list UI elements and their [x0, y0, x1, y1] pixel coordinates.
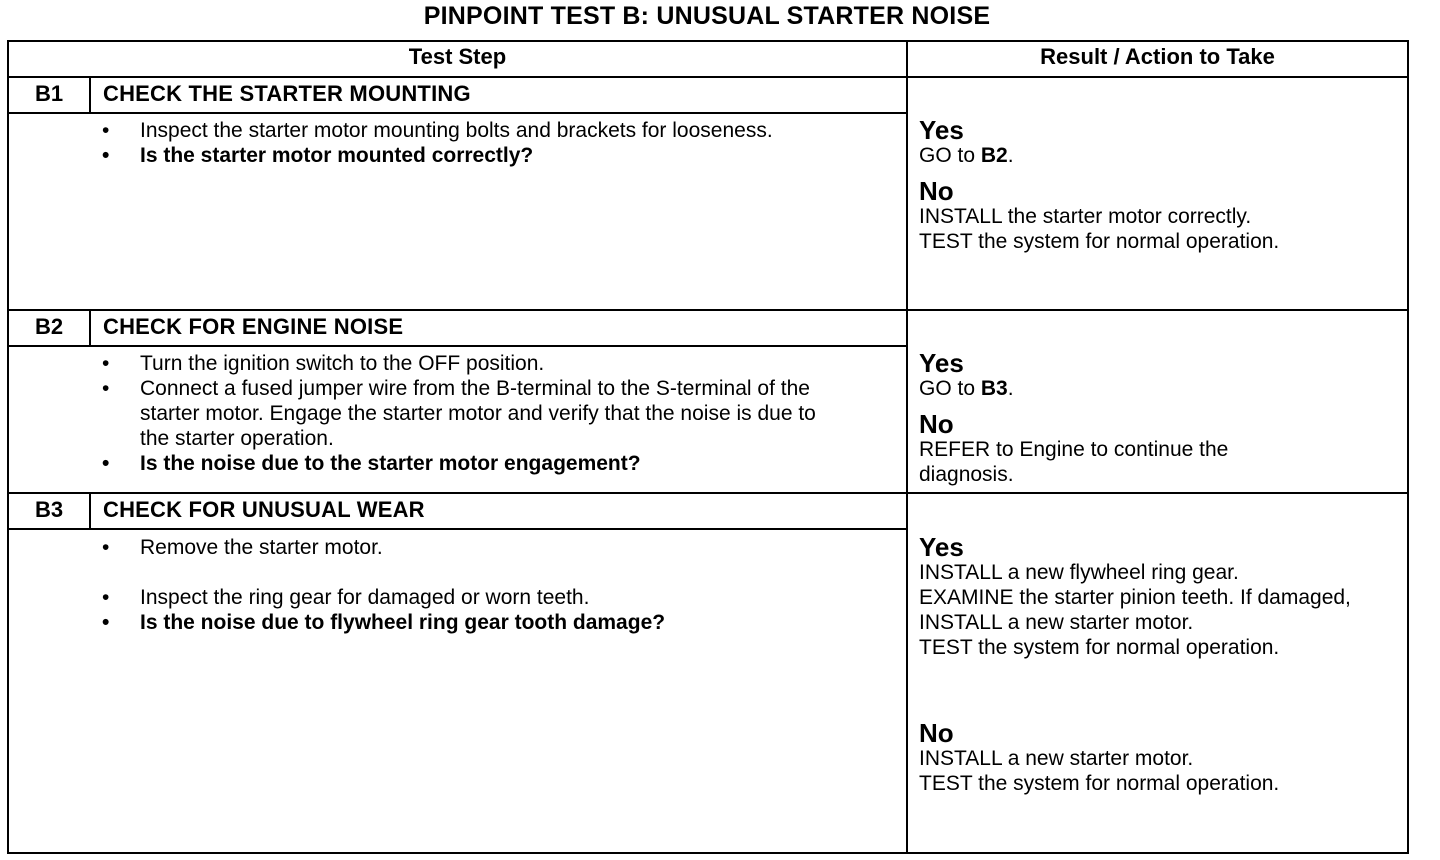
- no-label: No: [919, 176, 954, 206]
- yes-action: EXAMINE the starter pinion teeth. If damaged, INSTALL a new starter motor.: [919, 586, 1351, 634]
- step-title: CHECK THE STARTER MOUNTING: [103, 81, 471, 106]
- instruction-item: • Connect a fused jumper wire from the B-terminal to the S-terminal of the starter motor. Engage the starter motor and verify that the noise is due to the starter operation.: [102, 376, 840, 451]
- instruction-question: • Is the noise due to flywheel ring gear tooth damage?: [102, 610, 892, 635]
- step-id-divider: [89, 76, 91, 112]
- step-divider: [7, 309, 1409, 311]
- no-action: TEST the system for normal operation.: [919, 230, 1280, 253]
- header-test-step: Test Step: [408, 44, 507, 69]
- step-id: B3: [34, 497, 64, 522]
- step-result: [919, 534, 1399, 796]
- instruction-item: • Inspect the starter motor mounting bolts and brackets for looseness.: [102, 118, 800, 143]
- yes-label: Yes: [919, 115, 964, 145]
- step-divider: [7, 492, 1409, 494]
- header-result-action: Result / Action to Take: [1040, 44, 1275, 69]
- instruction-item: • Turn the ignition switch to the OFF position.: [102, 351, 892, 376]
- header-divider: [7, 76, 1409, 78]
- no-action: TEST the system for normal operation.: [919, 772, 1280, 795]
- step-instructions: [102, 535, 892, 635]
- step-instructions: [102, 118, 892, 168]
- step-title-divider: [7, 528, 907, 530]
- no-action: INSTALL a new starter motor.: [919, 747, 1194, 770]
- step-result: [919, 350, 1399, 487]
- step-instructions: [102, 351, 892, 476]
- no-action: REFER to Engine to continue the diagnosis.: [919, 438, 1229, 486]
- instruction-item: • Inspect the ring gear for damaged or worn teeth.: [102, 585, 892, 610]
- yes-action: TEST the system for normal operation.: [919, 636, 1280, 659]
- no-action: INSTALL the starter motor correctly.: [919, 205, 1252, 228]
- goto-step-link[interactable]: B3: [980, 377, 1008, 400]
- step-result: [919, 117, 1399, 254]
- step-id-divider: [89, 309, 91, 345]
- instruction-question: • Is the starter motor mounted correctly?: [102, 143, 892, 168]
- step-id-divider: [89, 492, 91, 528]
- yes-label: Yes: [919, 532, 964, 562]
- yes-action: GO to B3.: [919, 377, 1014, 400]
- step-title-divider: [7, 345, 907, 347]
- page-title: PINPOINT TEST B: UNUSUAL STARTER NOISE: [423, 2, 991, 30]
- step-title: CHECK FOR ENGINE NOISE: [103, 314, 404, 339]
- step-id: B2: [34, 314, 64, 339]
- step-id: B1: [34, 81, 64, 106]
- goto-step-link[interactable]: B2: [980, 144, 1008, 167]
- instruction-item: • Remove the starter motor.: [102, 535, 892, 560]
- yes-action: INSTALL a new flywheel ring gear.: [919, 561, 1239, 584]
- no-label: No: [919, 409, 954, 439]
- yes-action: GO to B2.: [919, 144, 1014, 167]
- no-label: No: [919, 718, 954, 748]
- step-title: CHECK FOR UNUSUAL WEAR: [103, 497, 425, 522]
- instruction-question: • Is the noise due to the starter motor engagement?: [102, 451, 892, 476]
- column-divider: [906, 40, 908, 854]
- yes-label: Yes: [919, 348, 964, 378]
- step-title-divider: [7, 112, 907, 114]
